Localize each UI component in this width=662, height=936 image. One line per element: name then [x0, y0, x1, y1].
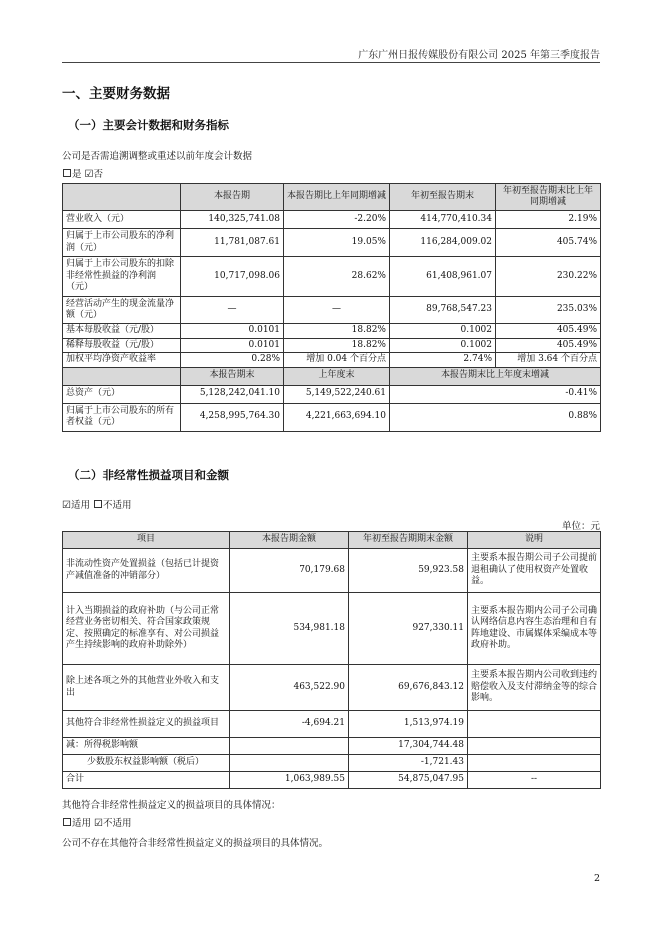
option-no: 否: [93, 169, 104, 180]
option-not-applicable: 不适用: [103, 500, 132, 511]
table-header-cell: 年初至报告期末比上年同期增减: [496, 184, 601, 211]
table-row: [63, 297, 601, 324]
cell-value: 405.49%: [496, 324, 601, 339]
cell-value: 1,513,974.19: [349, 711, 468, 738]
cell-value: 927,330.11: [349, 593, 468, 665]
cell-value: 534,981.18: [230, 593, 349, 665]
retro-choice: [62, 166, 103, 180]
table-header-cell: 本报告期: [181, 184, 284, 211]
cell-value: 2.19%: [496, 211, 601, 229]
cell-value: 61,408,961.07: [390, 257, 496, 297]
other-items-choice: [62, 815, 132, 829]
option-applicable: 适用: [72, 818, 92, 829]
cell-value: 0.28%: [181, 353, 284, 368]
cell-value: 463,522.90: [230, 665, 349, 711]
other-items-statement: 公司不存在其他符合非经常性损益定义的损益项目的具体情况。: [62, 838, 329, 849]
cell-value: 0.1002: [390, 338, 496, 353]
row-label: 加权平均净资产收益率: [63, 353, 181, 368]
row-label: 归属于上市公司股东的所有者权益（元）: [63, 403, 181, 431]
unchecked-box-icon: [63, 169, 71, 177]
table-row: [63, 385, 601, 403]
checked-box-icon: ☑: [84, 169, 94, 180]
unchecked-box-icon: [94, 500, 102, 508]
table-header-cell: 年初至报告期末: [390, 184, 496, 211]
cell-value: [230, 738, 349, 755]
cell-value: -4,694.21: [230, 711, 349, 738]
cell-value: 140,325,741.08: [181, 211, 284, 229]
table-header-cell: 本报告期金额: [230, 532, 349, 549]
cell-value: 0.0101: [181, 324, 284, 339]
table-row: [63, 257, 601, 297]
row-label: 总资产（元）: [63, 385, 181, 403]
cell-value: 5,128,242,041.10: [181, 385, 284, 403]
table-header-cell: 本报告期末比上年度末增减: [390, 367, 601, 385]
row-label: 归属于上市公司股东的扣除非经常性损益的净利润（元）: [63, 257, 181, 297]
cell-value: 89,768,547.23: [390, 297, 496, 324]
table-header-cell: 项目: [63, 532, 230, 549]
item-label: 少数股东权益影响额（税后）: [63, 755, 230, 772]
checked-box-icon: ☑: [94, 818, 104, 829]
cell-value: 5,149,522,240.61: [284, 385, 390, 403]
table-row: [63, 549, 601, 593]
cell-value: 0.88%: [390, 403, 601, 431]
cell-value: 增加 3.64 个百分点: [496, 353, 601, 368]
cell-value: 19.05%: [284, 229, 390, 257]
subsection-title-2: （二）非经常性损益项目和金额: [68, 468, 229, 482]
applicable-choice: [62, 497, 132, 511]
row-label: 归属于上市公司股东的净利润（元）: [63, 229, 181, 257]
row-label: 经营活动产生的现金流量净额（元）: [63, 297, 181, 324]
cell-value: 4,258,995,764.30: [181, 403, 284, 431]
table-header-cell: 本报告期末: [181, 367, 284, 385]
cell-value: 增加 0.04 个百分点: [284, 353, 390, 368]
page-number: 2: [593, 873, 600, 884]
other-items-note: 其他符合非经常性损益定义的损益项目的具体情况：: [62, 800, 281, 811]
note-text: [468, 755, 601, 772]
item-label: 除上述各项之外的其他营业外收入和支出: [63, 665, 230, 711]
cell-value: 11,781,087.61: [181, 229, 284, 257]
row-label: 稀释每股收益（元/股）: [63, 338, 181, 353]
item-label: 非流动性资产处置损益（包括已计提资产减值准备的冲销部分）: [63, 549, 230, 593]
cell-value: 70,179.68: [230, 549, 349, 593]
non-recurring-items-table: [62, 531, 601, 789]
cell-value: 18.82%: [284, 338, 390, 353]
cell-value: [230, 755, 349, 772]
cell-value: -0.41%: [390, 385, 601, 403]
table-row: [63, 593, 601, 665]
cell-value: 17,304,744.48: [349, 738, 468, 755]
cell-value: 69,676,843.12: [349, 665, 468, 711]
unit-label: 单位：元: [561, 521, 600, 532]
cell-value: 405.49%: [496, 338, 601, 353]
note-text: --: [468, 772, 601, 789]
cell-value: 0.1002: [390, 324, 496, 339]
section-title: 一、主要财务数据: [62, 86, 170, 102]
table-row: [63, 353, 601, 368]
option-yes: 是: [72, 169, 82, 180]
table-header-cell: 上年度末: [284, 367, 390, 385]
note-text: [468, 738, 601, 755]
table-row: [63, 772, 601, 789]
item-label: 减：所得税影响额: [63, 738, 230, 755]
table-row: [63, 338, 601, 353]
cell-value: 1,063,989.55: [230, 772, 349, 789]
row-label: 营业收入（元）: [63, 211, 181, 229]
item-label: 合计: [63, 772, 230, 789]
checked-box-icon: ☑: [62, 500, 71, 511]
note-text: 主要系本报告期公司子公司提前退租确认了使用权资产处置收益。: [468, 549, 601, 593]
table-row: [63, 738, 601, 755]
cell-value: 235.03%: [496, 297, 601, 324]
cell-value: 18.82%: [284, 324, 390, 339]
table-row: [63, 755, 601, 772]
table-header-cell: 年初至报告期期末金额: [349, 532, 468, 549]
row-label: 基本每股收益（元/股）: [63, 324, 181, 339]
cell-value: 0.0101: [181, 338, 284, 353]
table-row: [63, 403, 601, 431]
subsection-title-1: （一）主要会计数据和财务指标: [68, 118, 229, 132]
table-header-cell: 本报告期比上年同期增减: [284, 184, 390, 211]
cell-value: 405.74%: [496, 229, 601, 257]
table-row: [63, 229, 601, 257]
cell-value: 59,923.58: [349, 549, 468, 593]
cell-value: 28.62%: [284, 257, 390, 297]
cell-value: -1,721.43: [349, 755, 468, 772]
cell-value: 4,221,663,694.10: [284, 403, 390, 431]
header-divider: [62, 62, 600, 63]
cell-value: 230.22%: [496, 257, 601, 297]
cell-value: —: [284, 297, 390, 324]
unchecked-box-icon: [63, 818, 71, 826]
table-row: [63, 324, 601, 339]
retro-question: 公司是否需追溯调整或重述以前年度会计数据: [62, 151, 253, 162]
item-label: 其他符合非经常性损益定义的损益项目: [63, 711, 230, 738]
note-text: 主要系本报告期内公司子公司确认网络信息内容生态治理和自有阵地建设、市属媒体采编成本等政府补助。: [468, 593, 601, 665]
option-not-applicable: 不适用: [103, 818, 132, 829]
cell-value: —: [181, 297, 284, 324]
table-header-cell: [63, 184, 181, 211]
note-text: [468, 711, 601, 738]
cell-value: -2.20%: [284, 211, 390, 229]
cell-value: 2.74%: [390, 353, 496, 368]
table-row: [63, 211, 601, 229]
cell-value: 10,717,098.06: [181, 257, 284, 297]
cell-value: 54,875,047.95: [349, 772, 468, 789]
cell-value: 116,284,009.02: [390, 229, 496, 257]
note-text: 主要系本报告期内公司收到违约赔偿收入及支付滞纳金等的综合影响。: [468, 665, 601, 711]
table-header-cell: [63, 367, 181, 385]
table-header-cell: 说明: [468, 532, 601, 549]
table-row: [63, 665, 601, 711]
financial-data-table: [62, 183, 601, 432]
item-label: 计入当期损益的政府补助（与公司正常经营业务密切相关、符合国家政策规定、按照确定的标准享有、对公司损益产生持续影响的政府补助除外）: [63, 593, 230, 665]
option-applicable: 适用: [70, 500, 90, 511]
table-row: [63, 711, 601, 738]
page-header: 广东广州日报传媒股份有限公司 2025 年第三季度报告: [358, 50, 600, 61]
cell-value: 414,770,410.34: [390, 211, 496, 229]
